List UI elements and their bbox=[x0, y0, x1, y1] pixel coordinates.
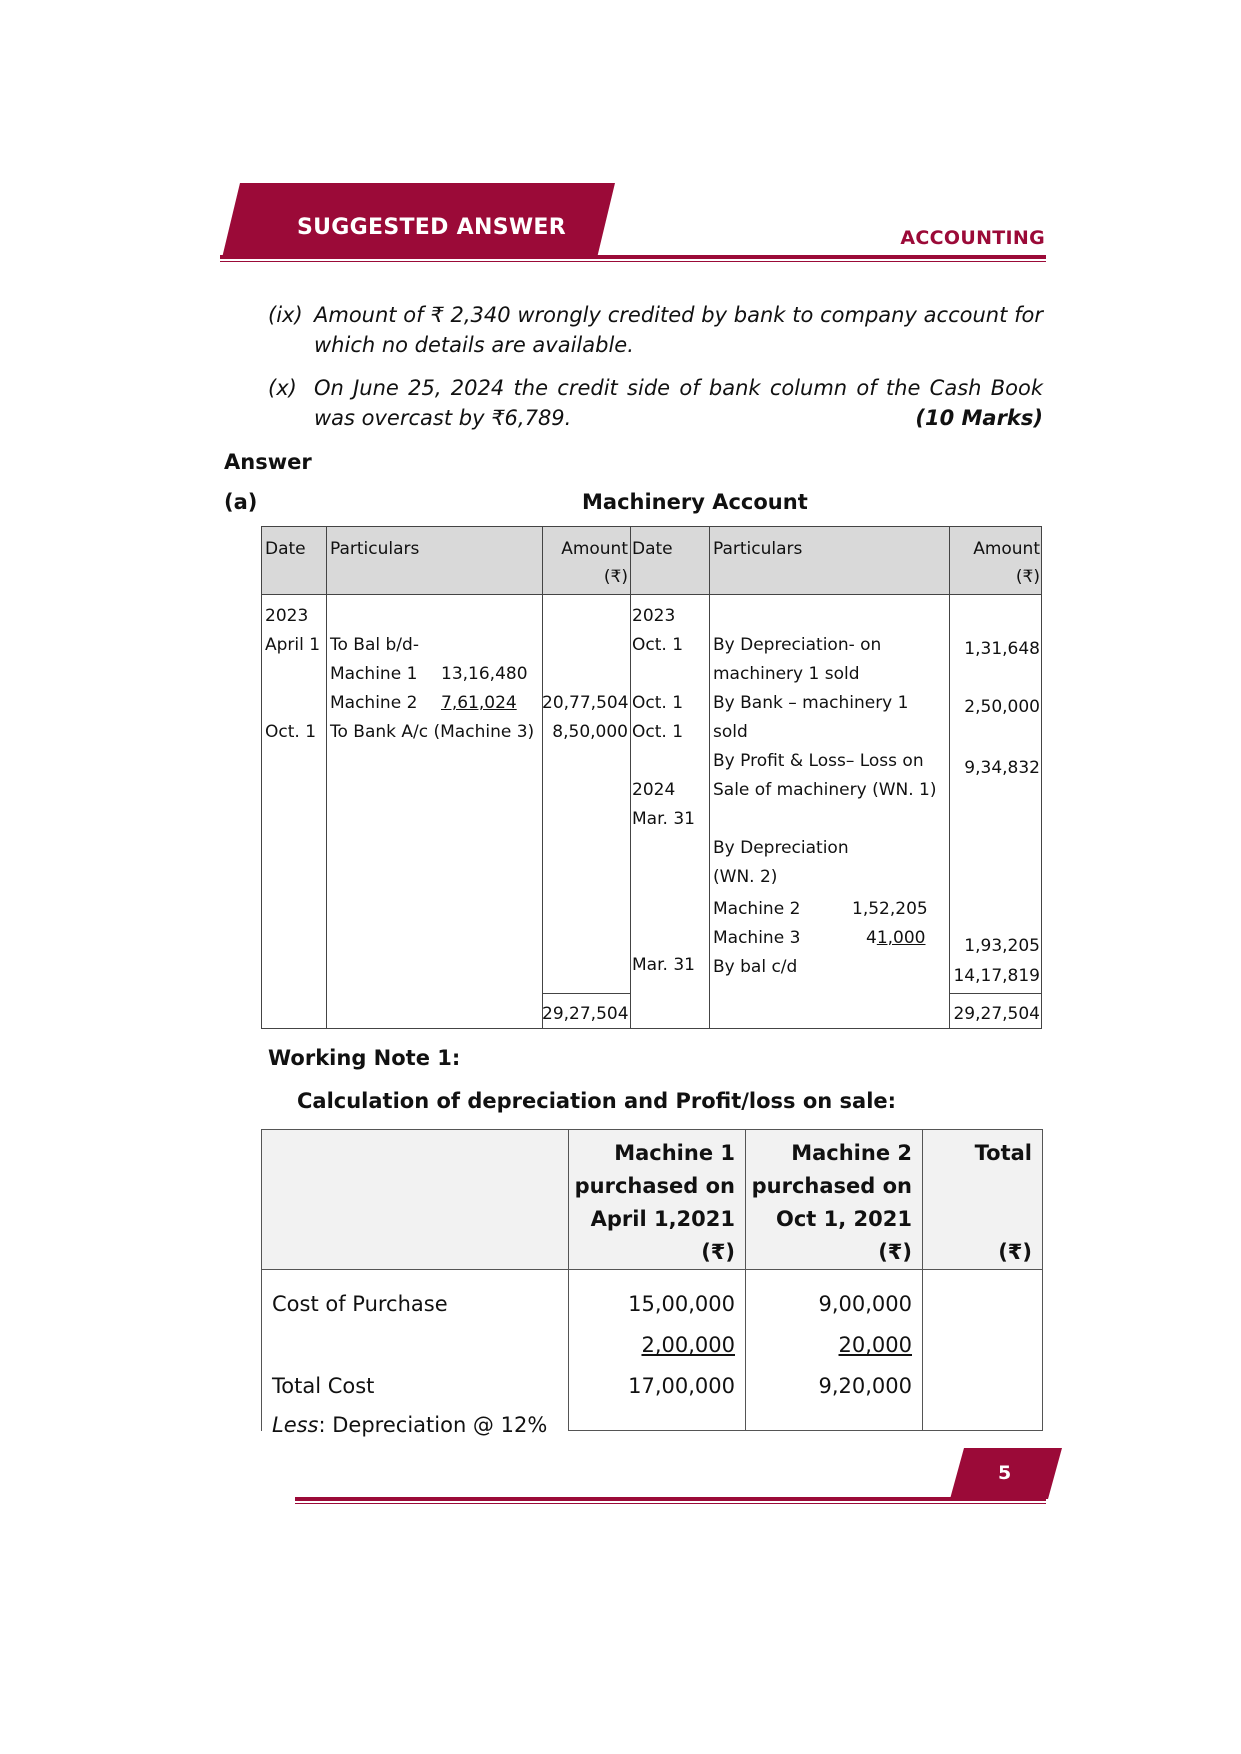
credit-particular: By Profit & Loss– Loss on bbox=[713, 751, 924, 771]
debit-machine1-amount: 13,16,480 bbox=[441, 664, 528, 684]
credit-amount: 1,31,648 bbox=[964, 639, 1040, 659]
debit-bank-amount: 8,50,000 bbox=[552, 722, 628, 742]
credit-date: Oct. 1 bbox=[632, 722, 684, 742]
credit-date: Mar. 31 bbox=[632, 809, 695, 829]
debit-particular: To Bank A/c (Machine 3) bbox=[330, 722, 535, 742]
credit-date: Mar. 31 bbox=[632, 955, 695, 975]
ledger-header-particulars: Particulars bbox=[713, 539, 803, 559]
credit-particular: machinery 1 sold bbox=[713, 664, 860, 684]
wn-cell: 15,00,000 bbox=[628, 1292, 735, 1316]
ledger-header-currency: (₹) bbox=[603, 567, 628, 587]
header-subject: ACCOUNTING bbox=[900, 227, 1045, 249]
debit-date: Oct. 1 bbox=[265, 722, 317, 742]
wn-row-label: Cost of Purchase bbox=[272, 1292, 448, 1316]
ledger-header-date: Date bbox=[632, 539, 673, 559]
page-number: 5 bbox=[998, 1462, 1012, 1484]
header-rule bbox=[220, 255, 1046, 259]
credit-machine3-label: Machine 3 bbox=[713, 928, 801, 948]
wn-cell: 20,000 bbox=[838, 1333, 912, 1357]
credit-particular: By Depreciation- on bbox=[713, 635, 882, 655]
header-badge-text: SUGGESTED ANSWER bbox=[297, 215, 566, 240]
debit-machine1-label: Machine 1 bbox=[330, 664, 418, 684]
working-note-table bbox=[261, 1129, 1043, 1437]
wn-row-label: Total Cost bbox=[272, 1374, 375, 1398]
machinery-ledger bbox=[261, 526, 1042, 1029]
working-note-subtitle: Calculation of depreciation and Profit/loss on sale: bbox=[297, 1089, 897, 1113]
credit-amount: 14,17,819 bbox=[953, 966, 1040, 986]
ledger-header-bg bbox=[262, 527, 1041, 595]
wn-cell: 17,00,000 bbox=[628, 1374, 735, 1398]
question-text: On June 25, 2024 the credit side of bank column of the Cash Book was overcast by ₹6,789. (10 Marks) bbox=[314, 373, 1043, 433]
wn-cell: 9,20,000 bbox=[818, 1374, 912, 1398]
credit-particular: sold bbox=[713, 722, 748, 742]
footer-rule-thin bbox=[295, 1503, 1046, 1504]
question-ix bbox=[268, 300, 1043, 360]
part-label: (a) bbox=[224, 490, 258, 514]
working-note-title: Working Note 1: bbox=[268, 1046, 461, 1070]
answer-heading: Answer bbox=[224, 450, 312, 474]
wn-row-label: Less: Depreciation @ 12% bbox=[272, 1413, 548, 1437]
footer-rule bbox=[295, 1497, 1046, 1501]
credit-amount: 1,93,205 bbox=[964, 936, 1040, 956]
credit-year: 2024 bbox=[632, 780, 676, 800]
question-text: Amount of ₹ 2,340 wrongly credited by bank to company account for which no details are available. bbox=[314, 303, 1043, 357]
question-number: (x) bbox=[268, 376, 297, 400]
debit-particular: To Bal b/d- bbox=[330, 635, 419, 655]
credit-particular: By Bank – machinery 1 bbox=[713, 693, 909, 713]
credit-total: 29,27,504 bbox=[953, 1004, 1040, 1024]
credit-particular: (WN. 2) bbox=[713, 867, 778, 887]
marks-label: (10 Marks) bbox=[915, 406, 1043, 430]
credit-particular: By Depreciation bbox=[713, 838, 849, 858]
wn-col-machine2: Machine 2 purchased on Oct 1, 2021 (₹) bbox=[751, 1141, 912, 1264]
ledger-header-amount: Amount bbox=[561, 539, 628, 559]
question-number: (ix) bbox=[268, 303, 303, 327]
ledger-header-amount: Amount bbox=[973, 539, 1040, 559]
debit-date: April 1 bbox=[265, 635, 321, 655]
debit-total: 29,27,504 bbox=[542, 1004, 629, 1024]
debit-machine2-amount: 7,61,024 bbox=[441, 693, 517, 713]
credit-machine3-amount: 41,000 bbox=[866, 928, 926, 948]
credit-date: Oct. 1 bbox=[632, 635, 684, 655]
credit-particular: By bal c/d bbox=[713, 957, 798, 977]
debit-opening-total: 20,77,504 bbox=[542, 693, 629, 713]
question-x bbox=[268, 373, 1043, 433]
credit-date: Oct. 1 bbox=[632, 693, 684, 713]
credit-amount: 9,34,832 bbox=[964, 758, 1040, 778]
debit-machine2-label: Machine 2 bbox=[330, 693, 418, 713]
wn-col-machine1: Machine 1 purchased on April 1,2021 (₹) bbox=[574, 1141, 735, 1264]
credit-machine2-amount: 1,52,205 bbox=[852, 899, 928, 919]
account-title: Machinery Account bbox=[582, 490, 808, 514]
wn-col-total: Total (₹) bbox=[974, 1141, 1032, 1264]
credit-year: 2023 bbox=[632, 606, 676, 626]
credit-machine2-label: Machine 2 bbox=[713, 899, 801, 919]
ledger-header-currency: (₹) bbox=[1015, 567, 1040, 587]
wn-cell: 2,00,000 bbox=[641, 1333, 735, 1357]
credit-amount: 2,50,000 bbox=[964, 697, 1040, 717]
ledger-header-particulars: Particulars bbox=[330, 539, 420, 559]
header-rule-thin bbox=[220, 261, 1046, 262]
credit-particular: Sale of machinery (WN. 1) bbox=[713, 780, 937, 800]
wn-cell: 9,00,000 bbox=[818, 1292, 912, 1316]
debit-year: 2023 bbox=[265, 606, 309, 626]
ledger-header-date: Date bbox=[265, 539, 306, 559]
